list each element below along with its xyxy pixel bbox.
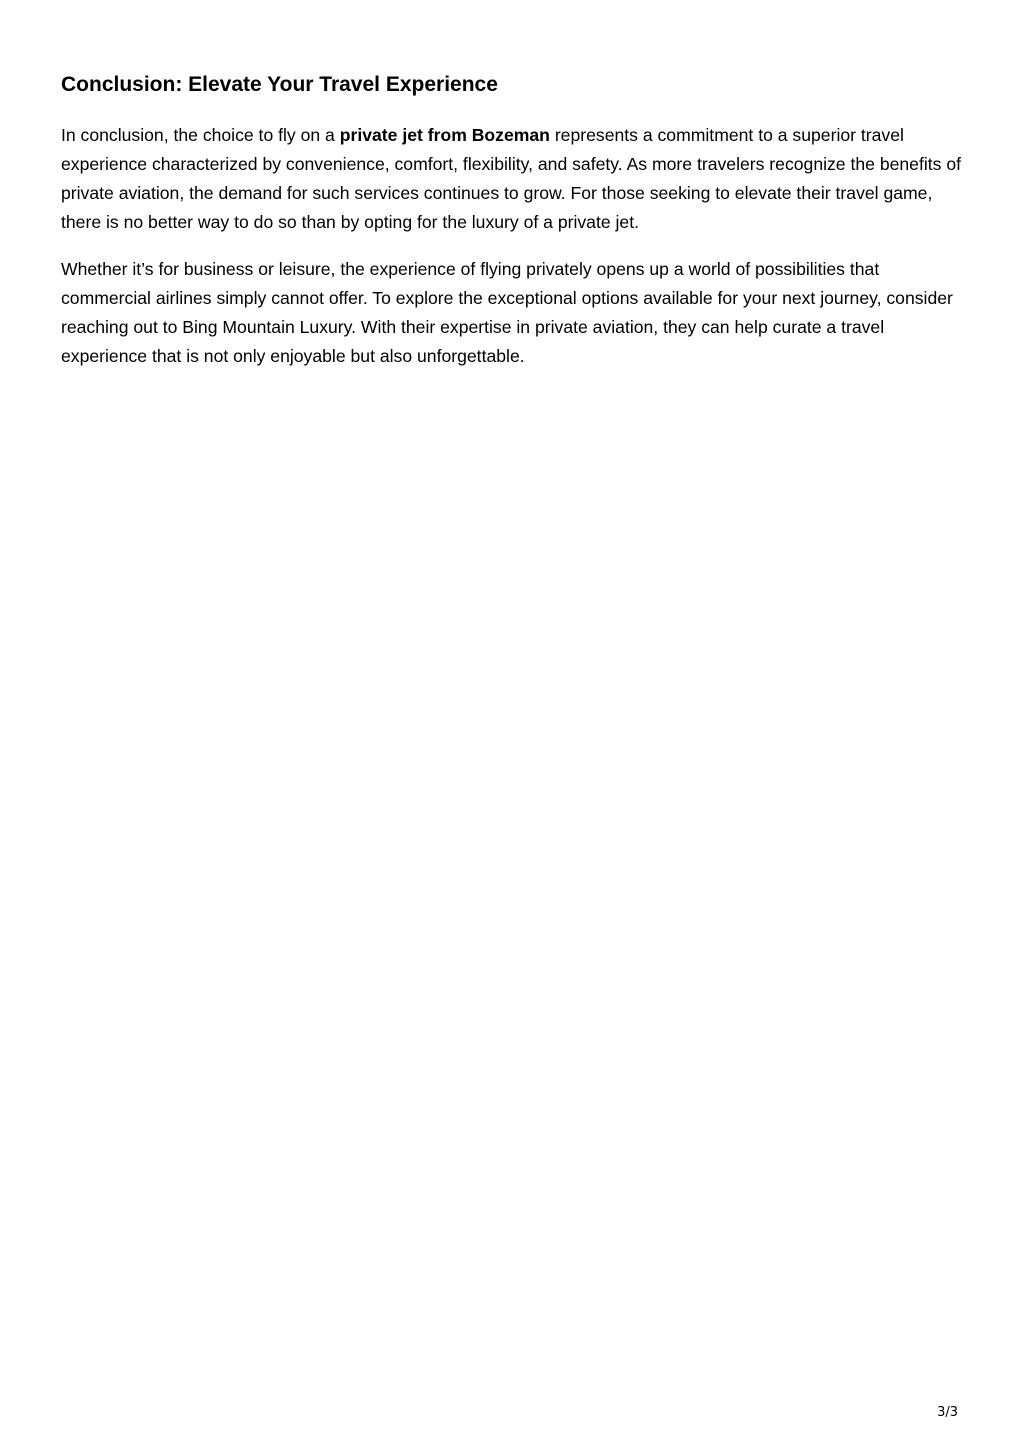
conclusion-paragraph (61, 121, 971, 237)
page-number: 3/3 (937, 1405, 958, 1420)
contact-paragraph: Whether it’s for business or leisure, the experience of flying privately opens up a world of possibilities that commercial airlines simply cannot offer. To explore the exceptional options available for your next journey, consider reaching out to Bing Mountain Luxury. With their expertise in private aviation, they can help curate a travel experience that is not only enjoyable but also unforgettable. (61, 259, 953, 366)
section-heading: Conclusion: Elevate Your Travel Experience (61, 73, 498, 96)
paragraph-text-after-link: represents a commitment to a superior travel experience characterized by convenience, comfort, flexibility, and safety. As more travelers recognize the benefits of private aviation, the demand for such services continues to grow. For those seeking to elevate their travel game, there is no better way to do so than by opting for the luxury of a private jet. (61, 125, 962, 232)
paragraph-text-before-link: In conclusion, the choice to fly on a (61, 125, 340, 145)
private-jet-keyword: private jet from Bozeman (339, 125, 550, 145)
document-page (61, 70, 971, 389)
